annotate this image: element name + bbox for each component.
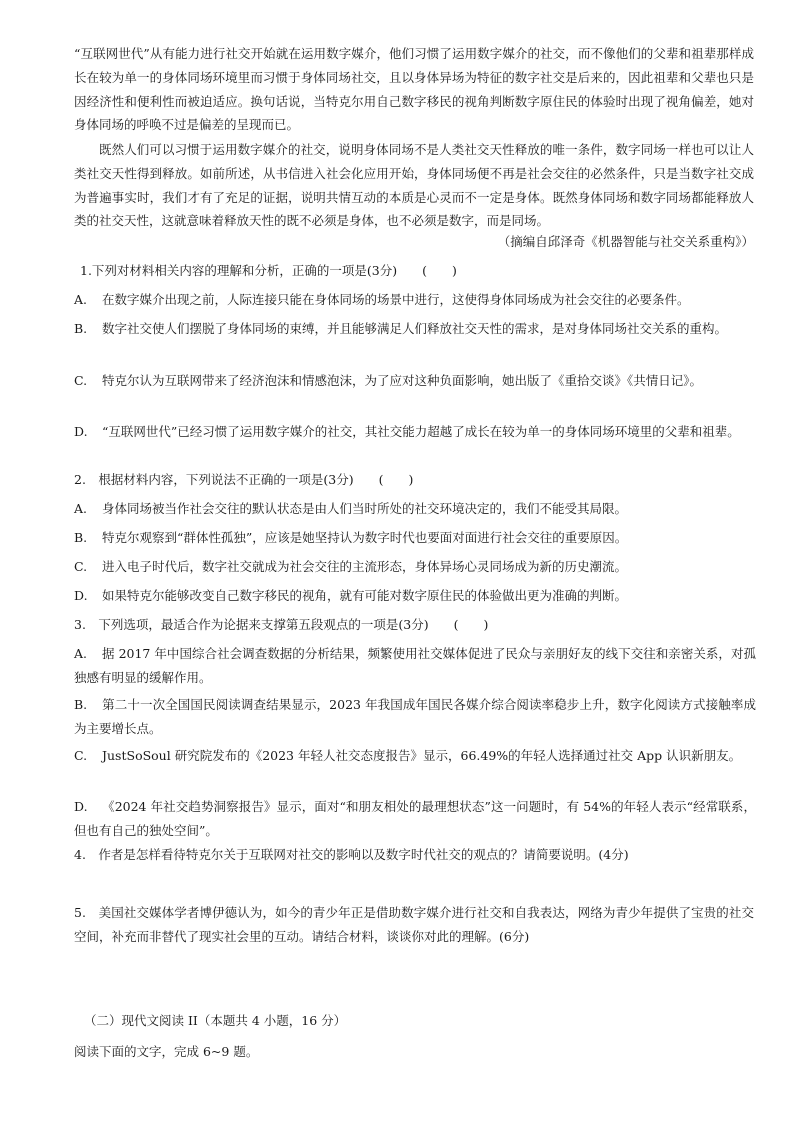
option-letter: B.	[74, 321, 88, 336]
option-letter: A.	[74, 501, 88, 516]
option-text: 在数字媒介出现之前，人际连接只能在身体同场的场景中进行，这使得身体同场成为社会交往的必要条件。	[102, 292, 690, 307]
option-text: 如果特克尔能够改变自己数字移民的视角，就有可能对数字原住民的体验做出更为准确的判断。	[102, 588, 628, 603]
question-1-option-b[interactable]	[74, 317, 756, 341]
option-letter: C.	[74, 559, 88, 574]
option-letter: B.	[74, 697, 88, 712]
option-text: 据 2017 年中国综合社会调查数据的分析结果，频繁使用社交媒体促进了民众与亲朋好友的线下交往和亲密关系，对孤独感有明显的缓解作用。	[74, 646, 756, 685]
question-5-stem: 5. 美国社交媒体学者博伊德认为，如今的青少年正是借助数字媒介进行社交和自我表达，网络为青少年提供了宝贵的社交空间，补充而非替代了现实社会里的互动。请结合材料，谈谈你对此的理解。(6分)	[74, 905, 754, 944]
option-text: 《2024 年社交趋势洞察报告》显示，面对“和朋友相处的最理想状态”这一问题时，有 54%的年轻人表示“经常联系，但也有自己的独处空间”。	[74, 799, 756, 838]
passage-source: （摘编自邱泽奇《机器智能与社交关系重构》）	[497, 234, 754, 249]
question-3-option-b[interactable]	[74, 693, 756, 741]
option-letter: D.	[74, 799, 88, 814]
option-letter: A.	[74, 292, 88, 307]
option-letter: B.	[74, 530, 88, 545]
question-2-option-b[interactable]	[74, 526, 756, 550]
passage-paragraph-2: 既然人们可以习惯于运用数字媒介的社交，说明身体同场不是人类社交天性释放的唯一条件，数字同场一样也可以让人类社交天性得到释放。如前所述，从书信进入社会化应用开始，身体同场便不再是社会交往的必然条件，只是当数字社交成为普遍事实时，我们才有了充足的证据，说明共情互动的本质是心灵而不一定是身体。既然身体同场和数字同场都能释放人类的社交天性，这就意味着释放天性的既不必须是身体，也不必须是数字，而是同场。	[74, 142, 754, 229]
question-4-stem: 4. 作者是怎样看待特克尔关于互联网对社交的影响以及数字时代社交的观点的？请简要说明。(4分)	[74, 847, 629, 862]
section-2-title: （二）现代文阅读 II（本题共 4 小题，16 分）	[84, 1013, 347, 1028]
question-1-option-a[interactable]	[74, 288, 756, 312]
section-2-instruction: 阅读下面的文字，完成 6~9 题。	[74, 1044, 259, 1059]
option-letter: C.	[74, 373, 88, 388]
question-1-option-c[interactable]	[74, 369, 756, 393]
option-text: JustSoSoul 研究院发布的《2023 年轻人社交态度报告》显示，66.49%的年轻人选择通过社交 App 认识新朋友。	[102, 748, 742, 763]
question-1-stem: 1.下列对材料相关内容的理解和分析，正确的一项是(3分) ( )	[80, 263, 457, 278]
question-2-option-c[interactable]	[74, 555, 756, 579]
question-2-option-d[interactable]	[74, 584, 756, 608]
question-2-option-a[interactable]	[74, 497, 756, 521]
question-3-option-d[interactable]	[74, 795, 756, 843]
option-text: 第二十一次全国国民阅读调查结果显示，2023 年我国成年国民各媒介综合阅读率稳步上升，数字化阅读方式接触率成为主要增长点。	[74, 697, 756, 736]
question-2-stem: 2. 根据材料内容，下列说法不正确的一项是(3分) ( )	[74, 472, 414, 487]
option-text: “互联网世代”已经习惯了运用数字媒介的社交，其社交能力超越了成长在较为单一的身体同场环境里的父辈和祖辈。	[102, 424, 740, 439]
question-1-option-d[interactable]	[74, 420, 756, 444]
question-3-stem: 3. 下列选项，最适合作为论据来支撑第五段观点的一项是(3分) ( )	[74, 617, 489, 632]
option-letter: A.	[74, 646, 88, 661]
option-text: 进入电子时代后，数字社交就成为社会交往的主流形态，身体异场心灵同场成为新的历史潮流。	[102, 559, 628, 574]
passage-paragraph-1: “互联网世代”从有能力进行社交开始就在运用数字媒介，他们习惯了运用数字媒介的社交，而不像他们的父辈和祖辈那样成长在较为单一的身体同场环境里而习惯于身体同场社交，且以身体异场为特征的数字社交是后来的，因此祖辈和父辈也只是因经济性和便利性而被迫适应。换句话说，当特克尔用自己数字移民的视角判断数字原住民的体验时出现了视角偏差，她对身体同场的呼唤不过是偏差的呈现而已。	[74, 46, 754, 133]
option-letter: D.	[74, 424, 88, 439]
option-letter: C.	[74, 748, 88, 763]
option-letter: D.	[74, 588, 88, 603]
question-3-option-a[interactable]	[74, 642, 756, 690]
option-text: 数字社交使人们摆脱了身体同场的束缚，并且能够满足人们释放社交天性的需求，是对身体同场社交关系的重构。	[102, 321, 728, 336]
option-text: 特克尔认为互联网带来了经济泡沫和情感泡沫，为了应对这种负面影响，她出版了《重拾交谈》《共情日记》。	[102, 373, 703, 388]
option-text: 身体同场被当作社会交往的默认状态是由人们当时所处的社交环境决定的，我们不能受其局限。	[102, 501, 628, 516]
question-3-option-c[interactable]	[74, 744, 756, 768]
option-text: 特克尔观察到“群体性孤独”，应该是她坚持认为数字时代也要面对面进行社会交往的重要原因。	[102, 530, 628, 545]
